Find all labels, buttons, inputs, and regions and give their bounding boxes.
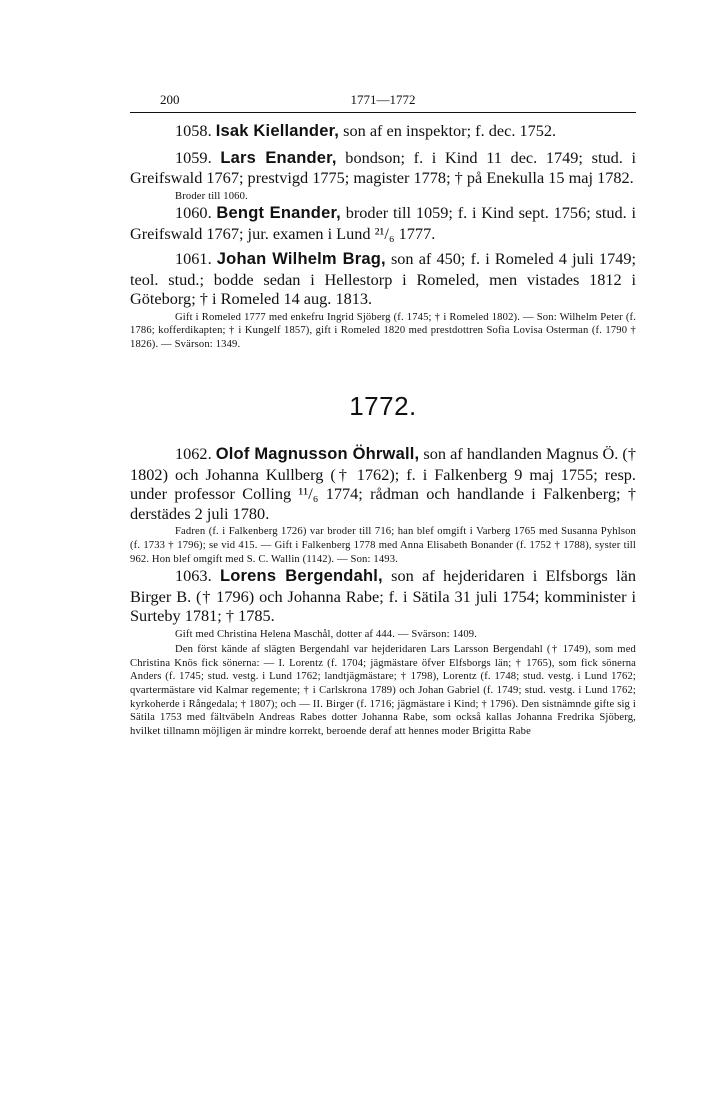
entry-text: bondson; f. i Kind 11 dec. 1749; stud. i Greifswald 1767; prestvigd 1775; magister 1778; † på Enekulla 15 maj 1782. bbox=[130, 147, 637, 187]
entry-number: 1062. bbox=[175, 444, 212, 464]
entry-name: Isak Kiellander, bbox=[215, 122, 340, 140]
entry-number: 1061. bbox=[175, 249, 212, 269]
entry-text: son af 450; f. i Romeled 4 juli 1749; teol. stud.; bodde sedan i Hellestorp i Romeled, men vistades 1812 i Göteborg; † i Romeled 14 aug. 1813. bbox=[130, 249, 637, 309]
note-1063-family: Den först kände af slägten Bergendahl var hejderidaren Lars Larsson Bergendahl († 1749), som med Christina Knös fick sönerna: — I. Lorentz (f. 1704; jägmästare öfver Elfsborgs län; † 1765), som fick sönerna Anders (f. 1745; stud. vestg. i Lund 1762; landtjägmästare; † 1798), Lorentz (f. 1748; stud. vestg. i Lund 1762; qvartermästare vid Kalmar regemente; † i Carlskrona 1789) och Johan Gabriel (f. 1749; stud. vestg. i Lund 1762; kyrkoherde i Rångedala; † 1807); och — II. Birger (f. 1716; jägmästare i Kind; † 1796). Den sistnämnde gifte sig i Sätila 1753 med fältväbeln Andreas Rabes dotter Johanna Rabe, som också kallas Johanna Fredrika Sjöberg, hvilket tillnamn möjligen är mindre korrekt, beroende deraf att hennes moder Brigitta Rabe bbox=[130, 644, 636, 737]
entry-1059 bbox=[130, 148, 636, 188]
entry-number: 1063. bbox=[175, 566, 212, 586]
entry-1058 bbox=[130, 121, 636, 142]
note-1061: Gift i Romeled 1777 med enkefru Ingrid Sjöberg (f. 1745; † i Romeled 1802). — Son: Wilhelm Peter (f. 1786; kofferdikapten; † i Kungelf 1857), gift i Romeled 1820 med prestdottren Sofia Lovisa Osterman (f. 1790 † 1826). — Svärson: 1349. bbox=[130, 311, 636, 350]
entry-text: son af en inspektor; f. dec. 1752. bbox=[339, 121, 557, 140]
note-1059: Broder till 1060. bbox=[175, 190, 248, 202]
book-page bbox=[130, 88, 636, 738]
running-header bbox=[130, 88, 636, 113]
year-heading: 1772. bbox=[349, 391, 417, 422]
page-number: 200 bbox=[160, 92, 180, 107]
entry-1062 bbox=[130, 444, 636, 523]
entry-text: broder till 1059; f. i Kind sept. 1756; stud. i Greifswald 1767; jur. examen i Lund ²¹/₆ 1777. bbox=[130, 203, 637, 243]
entry-1060 bbox=[130, 203, 636, 243]
entry-name: Lorens Bergendahl, bbox=[219, 567, 383, 586]
entry-name: Bengt Enander, bbox=[216, 204, 341, 223]
entry-name: Johan Wilhelm Brag, bbox=[216, 250, 386, 269]
entry-text: son af hejderidaren i Elfsborgs län Birger B. († 1796) och Johanna Rabe; f. i Sätila 31 juli 1754; komminister i Surteby 1781; † 1785. bbox=[130, 566, 637, 626]
note-1062: Fadren (f. i Falkenberg 1726) var broder till 716; han blef omgift i Varberg 1765 med Susanna Pyhlson (f. 1733 † 1796); se vid 415. — Gift i Falkenberg 1778 med Anna Elisabeth Bonander (f. 1752 † 1788), syster till 962. Hon blef omgift med S. C. Wallin (1142). — Son: 1493. bbox=[130, 526, 636, 565]
entry-number: 1059. bbox=[175, 147, 212, 167]
entry-number: 1060. bbox=[175, 203, 212, 223]
entry-name: Olof Magnusson Öhrwall, bbox=[215, 445, 420, 464]
entry-text: son af handlanden Magnus Ö. († 1802) och Johanna Kullberg († 1762); f. i Falkenberg 9 maj 1755; resp. under professor Colling ¹¹/₆ 1774; rådman och handlande i Falkenberg; † derstädes 2 juli 1780. bbox=[130, 444, 636, 523]
entry-1063 bbox=[130, 566, 636, 626]
entry-1061 bbox=[130, 249, 636, 309]
note-1063-marriage: Gift med Christina Helena Maschål, dotter af 444. — Svärson: 1409. bbox=[175, 628, 478, 640]
entry-number: 1058. bbox=[175, 121, 212, 140]
page-content bbox=[130, 121, 636, 738]
entry-name: Lars Enander, bbox=[220, 148, 337, 167]
running-title: 1771—1772 bbox=[350, 92, 416, 107]
